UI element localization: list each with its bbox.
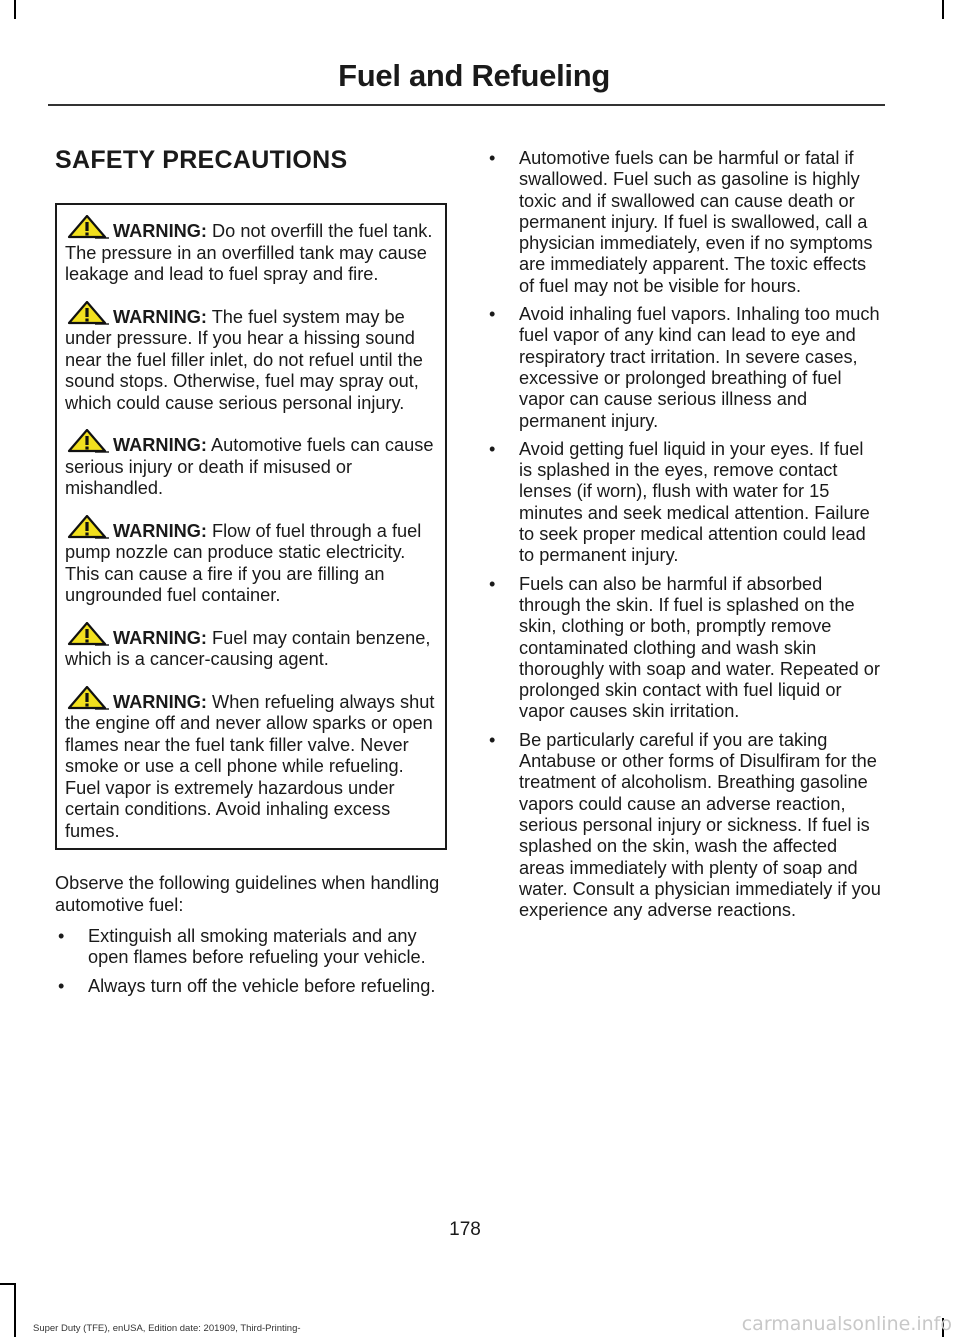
warning-item	[65, 686, 439, 843]
bullet-marker: •	[489, 148, 496, 168]
crop-mark-top-left	[14, 0, 16, 19]
bullet-text: Fuels can also be harmful if absorbed through the skin. If fuel is splashed on the skin, clothing or both, promptly remove contaminated clothing and wash skin thoroughly with soap and water. Repeated or prolonged skin contact with fuel liquid or vapor causes skin irritation.	[519, 573, 880, 722]
bullet-text: Be particularly careful if you are taking Antabuse or other forms of Disulfiram for the treatment of alcoholism. Breathing gasoline vapors could cause an adverse reaction, serious personal injury or sickness. If fuel is splashed on the skin, wash the affected areas immediately with plenty of soap and water. Consult a physician immediately if you experience any adverse reactions.	[519, 729, 881, 921]
warning-item	[65, 215, 439, 286]
bullet-text: Avoid getting fuel liquid in your eyes. If fuel is splashed in the eyes, remove contact lenses (if worn), flush with water for 15 minutes and seek medical attention. Failure to seek proper medical attention could lead to permanent injury.	[519, 438, 870, 566]
page-header-title: Fuel and Refueling	[338, 58, 610, 93]
bullet-marker: •	[489, 438, 496, 459]
warning-text: Fuel may contain benzene, which is a cancer-causing agent.	[65, 627, 431, 669]
watermark: carmanualsonline.info	[741, 1313, 952, 1335]
warning-triangle-icon	[65, 622, 109, 646]
right-column	[486, 148, 881, 928]
warning-text: Do not overfill the fuel tank. The pressure in an overfilled tank may cause leakage and lead to fuel spray and fire.	[65, 221, 433, 284]
right-bullet-list	[486, 148, 881, 921]
left-column	[55, 146, 445, 1004]
warning-triangle-icon	[65, 515, 109, 539]
bullet-marker: •	[58, 926, 65, 946]
bullet-item	[55, 976, 445, 997]
header-divider	[48, 104, 885, 106]
warning-label: WARNING:	[113, 691, 207, 712]
warning-item	[65, 429, 439, 500]
warning-text: The fuel system may be under pressure. If you hear a hissing sound near the fuel filler inlet, do not refuel until the sound stops. Otherwise, fuel may spray out, which could cause serious personal injury.	[65, 306, 423, 413]
warning-label: WARNING:	[113, 221, 207, 241]
warning-text: Automotive fuels can cause serious injury or death if misused or mishandled.	[65, 435, 434, 498]
warning-triangle-icon	[65, 301, 109, 325]
warning-box	[55, 203, 447, 850]
bullet-text: Extinguish all smoking materials and any open flames before refueling your vehicle.	[88, 926, 426, 968]
footer-edition: Super Duty (TFE), enUSA, Edition date: 201909, Third-Printing-	[33, 1323, 301, 1334]
crop-mark-top-right	[942, 0, 944, 19]
bullet-text: Avoid inhaling fuel vapors. Inhaling too much fuel vapor of any kind can lead to eye and respiratory tract irritation. In severe cases, excessive or prolonged breathing of fuel vapor can cause serious illness and permanent injury.	[519, 304, 880, 431]
section-title: SAFETY PRECAUTIONS	[55, 146, 348, 174]
bullet-item	[486, 574, 881, 723]
warning-text: Flow of fuel through a fuel pump nozzle can produce static electricity. This can cause a fire if you are filling an ungrounded fuel container.	[65, 520, 422, 605]
bullet-text: Automotive fuels can be harmful or fatal if swallowed. Fuel such as gasoline is highly toxic and if swallowed can cause death or permanent injury. If fuel is swallowed, call a physician immediately, even if no symptoms are immediately apparent. The toxic effects of fuel may not be visible for hours.	[519, 148, 873, 296]
warning-text: When refueling always shut the engine off and never allow sparks or open flames near the fuel tank filler valve. Never smoke or use a cell phone while refueling. Fuel vapor is extremely hazardous under certain conditions. Avoid inhaling excess fumes.	[65, 691, 435, 841]
bullet-marker: •	[489, 304, 496, 325]
warning-triangle-icon	[65, 686, 109, 710]
warning-triangle-icon	[65, 215, 109, 239]
bullet-item	[486, 439, 881, 567]
warning-item	[65, 622, 439, 671]
left-bullet-list	[55, 926, 445, 997]
warning-item	[65, 515, 439, 607]
bullet-marker: •	[58, 975, 65, 996]
crop-mark-bottom-left-h	[0, 1283, 16, 1285]
warning-label: WARNING:	[113, 520, 207, 541]
bullet-text: Always turn off the vehicle before refueling.	[88, 975, 436, 996]
bullet-item	[55, 926, 445, 969]
warning-label: WARNING:	[113, 306, 207, 327]
crop-mark-bottom-left-v	[14, 1283, 16, 1337]
bullet-item	[486, 148, 881, 297]
warning-label: WARNING:	[113, 627, 207, 648]
bullet-marker: •	[489, 573, 496, 594]
bullet-item	[486, 304, 881, 432]
bullet-item	[486, 730, 881, 922]
bullet-marker: •	[489, 729, 496, 750]
page-number: 178	[449, 1219, 481, 1240]
warning-triangle-icon	[65, 429, 109, 453]
intro-paragraph: Observe the following guidelines when handling automotive fuel:	[55, 873, 440, 915]
warning-label: WARNING:	[113, 435, 207, 455]
warning-item	[65, 301, 439, 415]
